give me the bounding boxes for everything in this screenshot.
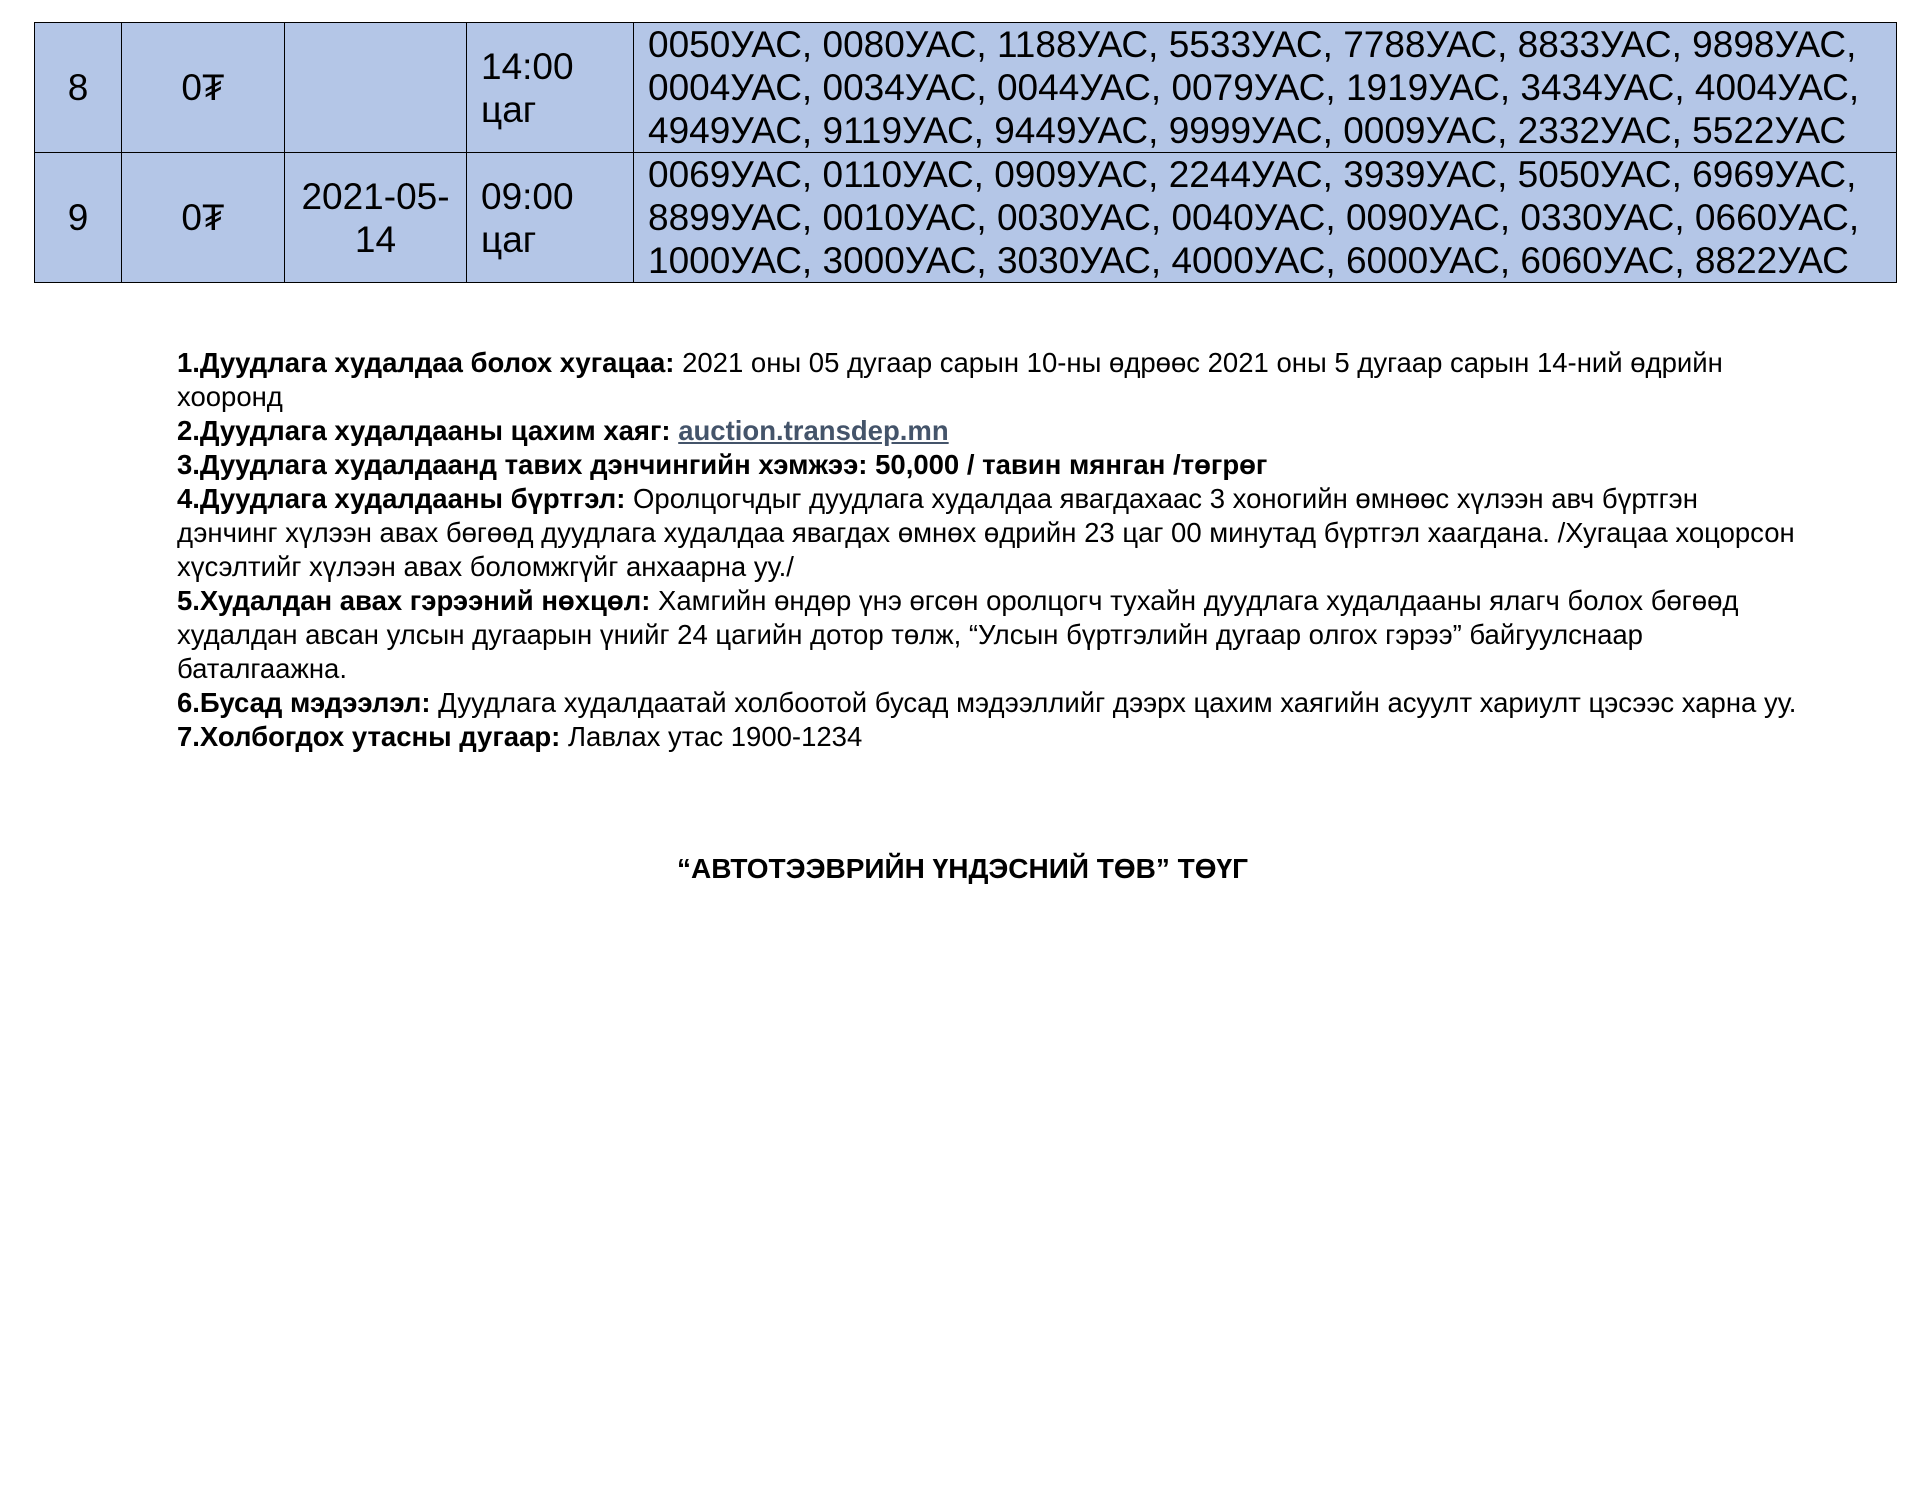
info-text: Хамгийн өндөр үнэ өгсөн оролцогч тухайн дуудлага худалдааны ялагч болох бөгөөд худалдан авсан улсын дугаарын үнийг 24 цагийн дотор төлж, “Улсын бүртгэлийн дугаар олгох гэрээ” байгуулснаар баталгаажна. [177,585,1739,684]
row-number: 8 [35,23,122,153]
row-number: 9 [35,153,122,283]
row-price: 0₮ [122,153,285,283]
info-label: 7.Холбогдох утасны дугаар: [177,721,561,752]
row-plate-numbers: 0050УАС, 0080УАС, 1188УАС, 5533УАС, 7788УАС, 8833УАС, 9898УАС, 0004УАС, 0034УАС, 0044УАС, 0079УАС, 1919УАС, 3434УАС, 4004УАС, 4949УАС, 9119УАС, 9449УАС, 9999УАС, 0009УАС, 2332УАС, 5522УАС [634,23,1897,153]
row-date [285,23,467,153]
info-item-other [177,686,1797,720]
info-label: 3.Дуудлага худалдаанд тавих дэнчингийн хэмжээ: 50,000 / тавин мянган /төгрөг [177,449,1268,480]
auction-website-link[interactable]: auction.transdep.mn [678,415,949,446]
info-label: 6.Бусад мэдээлэл: [177,687,431,718]
info-label: 4.Дуудлага худалдааны бүртгэл: [177,483,626,514]
auction-info-section [177,346,1797,754]
table-row [35,153,1897,283]
info-label: 5.Худалдан авах гэрээний нөхцөл: [177,585,651,616]
row-time: 09:00 цаг [467,153,634,283]
row-plate-numbers: 0069УАС, 0110УАС, 0909УАС, 2244УАС, 3939УАС, 5050УАС, 6969УАС, 8899УАС, 0010УАС, 0030УАС, 0040УАС, 0090УАС, 0330УАС, 0660УАС, 1000УАС, 3000УАС, 3030УАС, 4000УАС, 6000УАС, 6060УАС, 8822УАС [634,153,1897,283]
row-time: 14:00 цаг [467,23,634,153]
row-date: 2021-05-14 [285,153,467,283]
info-item-period [177,346,1797,414]
info-item-website [177,414,1797,448]
info-text: Лавлах утас 1900-1234 [560,721,863,752]
table-row [35,23,1897,153]
info-item-deposit [177,448,1797,482]
info-label: 1.Дуудлага худалдаа болох хугацаа: [177,347,675,378]
info-item-registration [177,482,1797,584]
info-label: 2.Дуудлага худалдааны цахим хаяг: [177,415,679,446]
info-item-contract-terms [177,584,1797,686]
organization-name: “АВТОТЭЭВРИЙН ҮНДЭСНИЙ ТӨВ” ТӨҮГ [677,853,1248,884]
row-price: 0₮ [122,23,285,153]
info-text: 2021 оны 05 дугаар сарын 10-ны өдрөөс 2021 оны 5 дугаар сарын 14-ний өдрийн хооронд [177,347,1723,412]
info-text: Оролцогчдыг дуудлага худалдаа явагдахаас 3 хоногийн өмнөөс хүлээн авч бүртгэн дэнчинг хүлээн авах бөгөөд дуудлага худалдаа явагдах өмнөх өдрийн 23 цаг 00 минутад бүртгэл хаагдана. /Хугацаа хоцорсон хүсэлтийг хүлээн авах боломжгүйг анхаарна уу./ [177,483,1795,582]
plate-auction-table [34,22,1897,283]
info-item-phone [177,720,1797,754]
info-text: Дуудлага худалдаатай холбоотой бусад мэдээллийг дээрх цахим хаягийн асуулт хариулт цэсээс харна уу. [430,687,1797,718]
